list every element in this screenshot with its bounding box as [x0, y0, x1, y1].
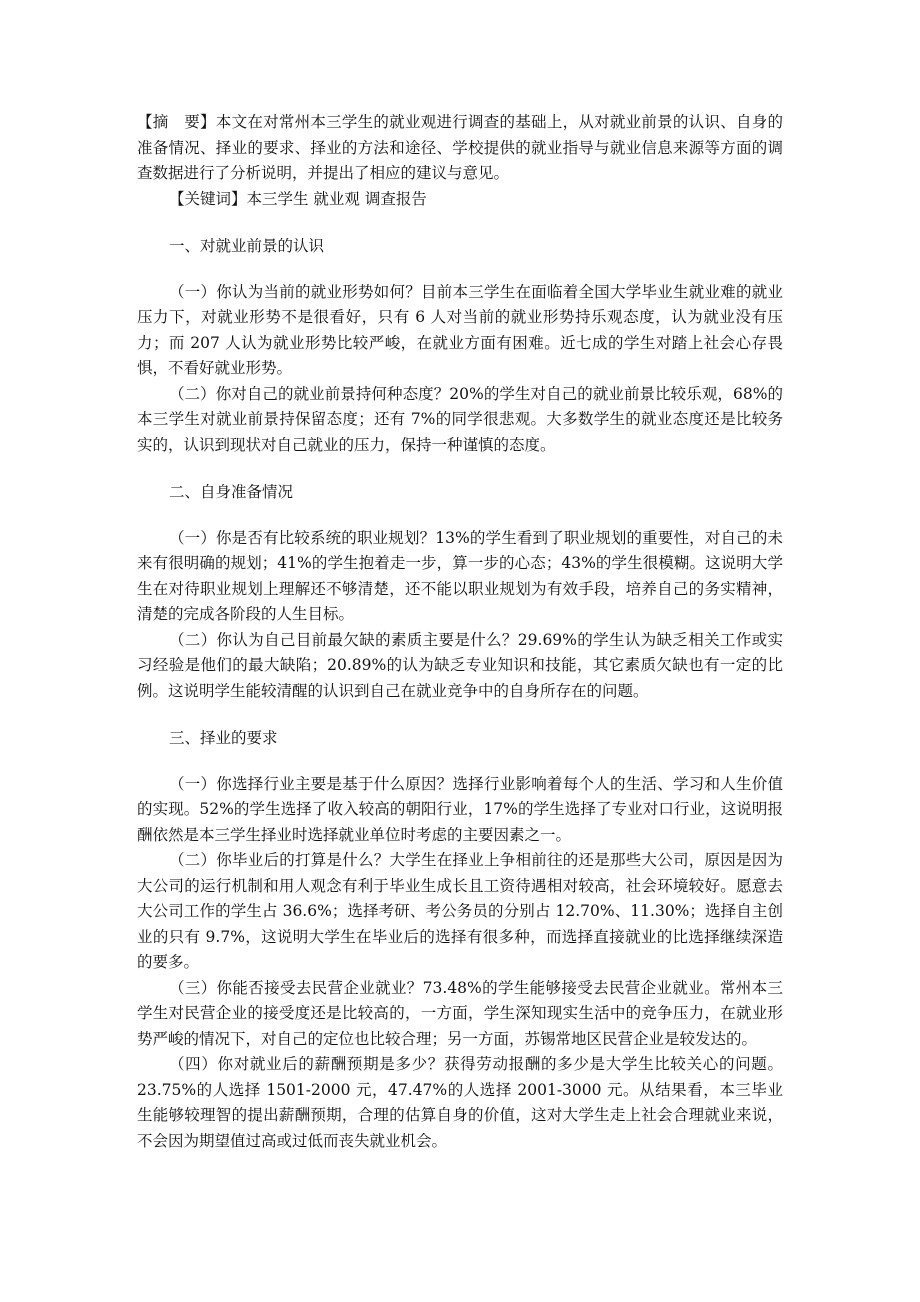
section-3-paragraph-3: （三）你能否接受去民营企业就业？73.48%的学生能够接受去民营企业就业。常州本三学生对民营企业的接受度还是比较高的，一方面，学生深知现实生活中的竞争压力，在就业形势严峻的情况下，对自己的定位也比较合理；另一方面，苏锡常地区民营企业是较发达的。 [137, 978, 783, 1048]
section-2-heading: 二、自身准备情况 [169, 483, 294, 501]
section-3-paragraph-4: （四）你对就业后的薪酬预期是多少？获得劳动报酬的多少是大学生比较关心的问题。23.75%的人选择 1501-2000 元，47.47%的人选择 2001-3000 元。从结果看，本三毕业生能够较理智的提出薪酬预期，合理的估算自身的价值，这对大学生走上社会合理就业来说，不会因为期望值过高或过低而丧失就业机会。 [137, 1055, 783, 1150]
section-1-paragraph-2: （二）你对自己的就业前景持何种态度？20%的学生对自己的就业前景比较乐观，68%的本三学生对就业前景持保留态度；还有 7%的同学很悲观。大多数学生的就业态度还是比较务实的，认识到现状对自己就业的压力，保持一种谨慎的态度。 [137, 384, 783, 454]
abstract: 【摘 要】本文在对常州本三学生的就业观进行调查的基础上，从对就业前景的认识、自身的准备情况、择业的要求、择业的方法和途径、学校提供的就业指导与就业信息来源等方面的调查数据进行了分析说明，并提出了相应的建议与意见。 [137, 113, 783, 182]
section-1-heading: 一、对就业前景的认识 [169, 237, 325, 255]
section-3-paragraph-1: （一）你选择行业主要是基于什么原因？选择行业影响着每个人的生活、学习和人生价值的实现。52%的学生选择了收入较高的朝阳行业，17%的学生选择了专业对口行业，这说明报酬依然是本三学生择业时选择就业单位时考虑的主要因素之一。 [137, 774, 783, 844]
section-3-paragraph-2: （二）你毕业后的打算是什么？大学生在择业上争相前往的还是那些大公司，原因是因为大公司的运行机制和用人观念有利于毕业生成长且工资待遇相对较高，社会环境较好。愿意去大公司工作的学生占 36.6%；选择考研、考公务员的分别占 12.70%、11.30%；选择自主创业的只有 9.7%，这说明大学生在毕业后的选择有很多种，而选择直接就业的比选择继续深造的要多。 [137, 851, 783, 971]
section-2-paragraph-1: （一）你是否有比较系统的职业规划？13%的学生看到了职业规划的重要性，对自己的未来有很明确的规划；41%的学生抱着走一步，算一步的心态；43%的学生很模糊。这说明大学生在对待职业规划上理解还不够清楚，还不能以职业规划为有效手段，培养自己的务实精神，清楚的完成各阶段的人生目标。 [137, 528, 783, 623]
section-2-paragraph-2: （二）你认为自己目前最欠缺的素质主要是什么？29.69%的学生认为缺乏相关工作或实习经验是他们的最大缺陷；20.89%的认为缺乏专业知识和技能，其它素质欠缺也有一定的比例。这说明学生能较清醒的认识到自己在就业竞争中的自身所存在的问题。 [137, 630, 783, 700]
section-1-paragraph-1: （一）你认为当前的就业形势如何？目前本三学生在面临着全国大学毕业生就业难的就业压力下，对就业形势不是很看好，只有 6 人对当前的就业形势持乐观态度，认为就业没有压力；而 207 人认为就业形势比较严峻，在就业方面有困难。近七成的学生对踏上社会心存畏惧，不看好就业形势。 [137, 282, 783, 377]
keywords: 【关键词】本三学生 就业观 调查报告 [169, 189, 427, 208]
report-body [137, 110, 783, 1154]
section-3-heading: 三、择业的要求 [169, 729, 278, 747]
